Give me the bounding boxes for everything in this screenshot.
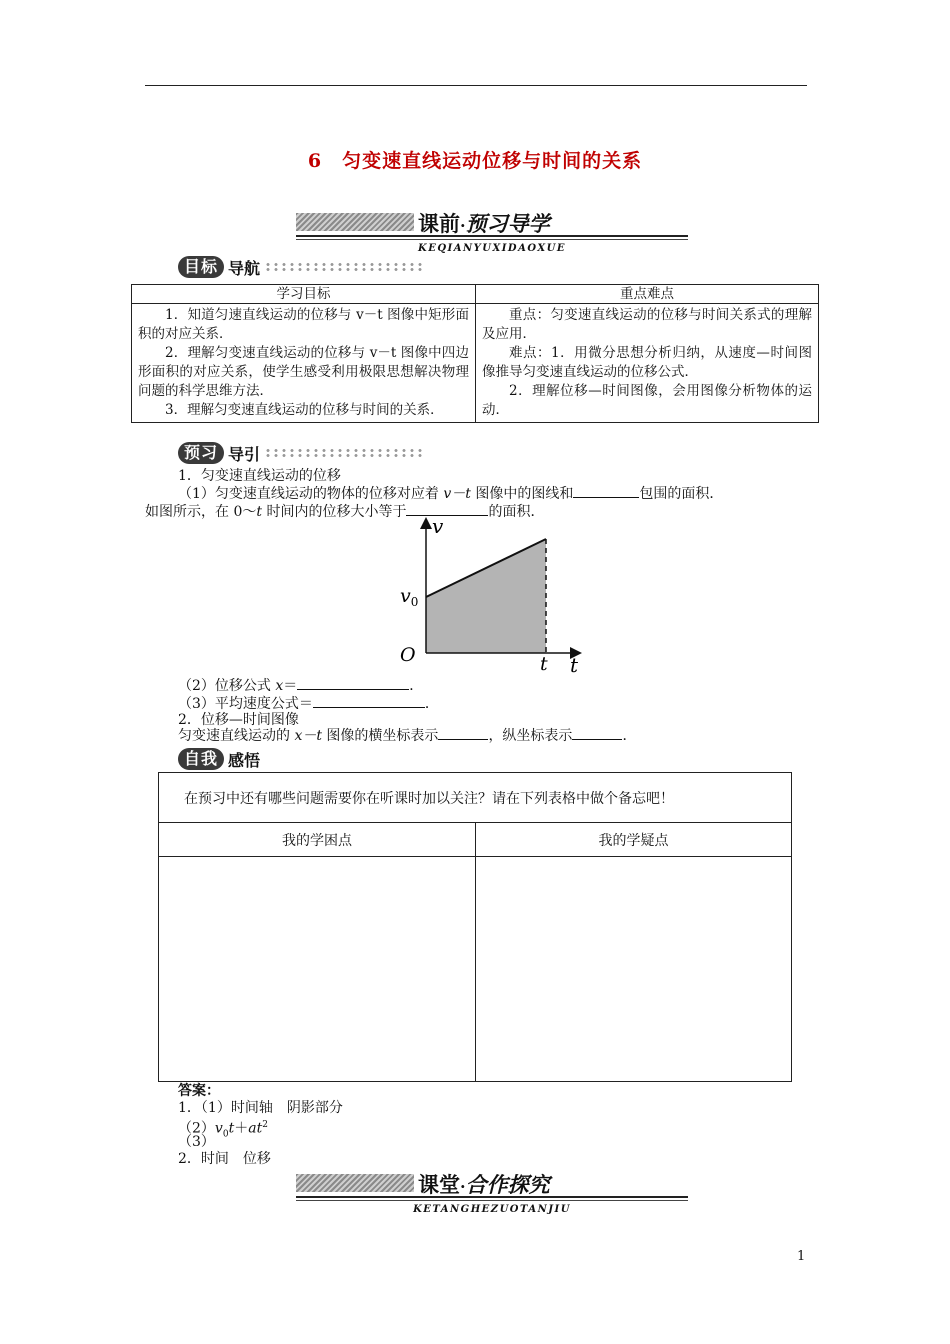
v0-label: $v_0$ bbox=[400, 585, 419, 609]
preview-line1: （1）匀变速直线运动的物体的位移对应着 v－t 图像中的图线和 包围的面积． bbox=[178, 486, 724, 502]
banner-title bbox=[418, 1169, 550, 1199]
origin-label: O bbox=[400, 644, 416, 666]
title-text: 匀变速直线运动位移与时间的关系 bbox=[342, 150, 643, 172]
tag-rest: 感悟 bbox=[228, 750, 261, 770]
goal-item: 2．理解匀变速直线运动的位移与 v－t 图像中四边形面积的对应关系，使学生感受利用极限思想解决物理问题的科学思维方法． bbox=[138, 345, 469, 399]
preview-line5: 匀变速直线运动的 x－t 图像的横坐标表示 ，纵坐标表示 ． bbox=[178, 728, 637, 744]
banner-dot: · bbox=[460, 216, 466, 235]
fill-blank[interactable] bbox=[297, 677, 409, 690]
vt-graph bbox=[390, 515, 620, 680]
fill-blank[interactable] bbox=[313, 695, 425, 708]
t-axis-label: t bbox=[570, 653, 579, 677]
fill-blank[interactable] bbox=[438, 727, 488, 740]
preview-item2: 2．位移—时间图像 bbox=[178, 712, 299, 728]
banner-pinyin: KEQIANYUXIDAOXUE bbox=[418, 243, 566, 254]
preview-line3: （2）位移公式 x＝ ． bbox=[178, 678, 424, 694]
tag-dots bbox=[264, 448, 424, 458]
tag-rest: 导引 bbox=[228, 444, 261, 464]
header-rule bbox=[145, 85, 807, 86]
keypoints-cell bbox=[476, 304, 819, 423]
page-title bbox=[0, 146, 950, 173]
banner-shade bbox=[296, 213, 414, 231]
goals-header: 学习目标 bbox=[132, 285, 476, 304]
answer-3: （3） bbox=[178, 1134, 215, 1150]
tag-rest: 导航 bbox=[228, 258, 261, 278]
v-axis-label: v bbox=[432, 515, 444, 538]
t-tick-label: t bbox=[540, 653, 548, 675]
section-banner-preview bbox=[296, 208, 688, 254]
goals-table bbox=[131, 284, 819, 423]
reflection-prompt: 在预习中还有哪些问题需要你在听课时加以关注？请在下列表格中做个备忘吧！ bbox=[159, 773, 792, 823]
banner-second: 预习导学 bbox=[465, 211, 550, 236]
question-header: 我的学疑点 bbox=[476, 823, 792, 857]
answer-4: 2．时间 位移 bbox=[178, 1151, 271, 1167]
banner-shade bbox=[296, 1174, 414, 1192]
keypoint-item: 难点：1．用微分思想分析归纳，从速度—时间图像推导匀变速直线运动的位移公式． bbox=[482, 345, 812, 380]
answer-2: $(2)v_0t+at^2$ bbox=[178, 1120, 268, 1140]
banner-dot: · bbox=[460, 1177, 466, 1196]
fill-blank[interactable] bbox=[572, 727, 622, 740]
answers-heading: 答案： bbox=[178, 1083, 220, 1099]
keypoint-item: 2．理解位移—时间图像，会用图像分析物体的运动． bbox=[482, 383, 812, 418]
keypoints-header: 重点难点 bbox=[476, 285, 819, 304]
goal-item: 3．理解匀变速直线运动的位移与时间的关系． bbox=[165, 402, 444, 418]
tag-goals-nav bbox=[178, 255, 424, 279]
banner-second: 合作探究 bbox=[465, 1172, 550, 1197]
tag-pill: 自我 bbox=[178, 748, 224, 770]
banner-title bbox=[418, 208, 550, 238]
answer-1: 1．（1）时间轴 阴影部分 bbox=[178, 1100, 343, 1116]
banner-main: 课堂 bbox=[418, 1172, 460, 1197]
goal-item: 1．知道匀速直线运动的位移与 v－t 图像中矩形面积的对应关系． bbox=[138, 307, 469, 342]
tag-self-reflection bbox=[178, 747, 260, 771]
difficulty-notes[interactable] bbox=[159, 857, 476, 1082]
question-notes[interactable] bbox=[476, 857, 792, 1082]
title-number: 6 bbox=[307, 150, 323, 172]
preview-item1: 1．匀变速直线运动的位移 bbox=[178, 468, 341, 484]
preview-line2: 如图所示，在 0～t 时间内的位移大小等于 的面积． bbox=[145, 504, 545, 520]
section-banner-class bbox=[296, 1169, 688, 1215]
banner-main: 课前 bbox=[418, 211, 460, 236]
keypoint-item: 重点：匀变速直线运动的位移与时间关系式的理解及应用． bbox=[482, 307, 812, 342]
goals-cell bbox=[132, 304, 476, 423]
tag-pill: 预习 bbox=[178, 442, 224, 464]
banner-pinyin: KETANGHEZUOTANJIU bbox=[413, 1204, 571, 1215]
difficulty-header: 我的学困点 bbox=[159, 823, 476, 857]
tag-pill: 目标 bbox=[178, 256, 224, 278]
shaded-area bbox=[426, 539, 546, 653]
tag-dots bbox=[264, 262, 424, 272]
page-number: 1 bbox=[797, 1249, 806, 1264]
fill-blank[interactable] bbox=[573, 485, 639, 498]
tag-preview-guide bbox=[178, 441, 424, 465]
reflection-table bbox=[158, 772, 792, 1082]
preview-line4: （3）平均速度公式＝ ． bbox=[178, 696, 439, 712]
